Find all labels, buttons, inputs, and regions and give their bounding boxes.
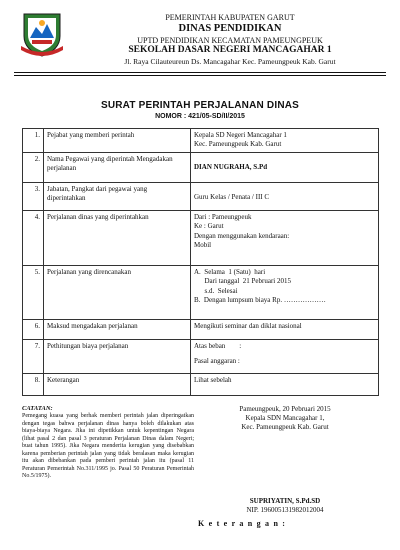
row-value	[191, 266, 379, 320]
header-government-line: PEMERINTAH KABUPATEN GARUT	[165, 13, 295, 22]
value-line: s.d. Selesai	[194, 286, 238, 295]
row-value	[191, 153, 379, 183]
value-line: Dengan menggunakan kendaraan:	[194, 231, 290, 240]
value-line: Dari tanggal 21 Pebruari 2015	[194, 277, 292, 286]
value-line: Kec. Pameungpeuk Kab. Garut	[194, 140, 282, 149]
row-label: Pethitungan biaya perjalanan	[44, 340, 191, 374]
value-line: Ke : Garut	[194, 222, 224, 231]
employee-name: DIAN NUGRAHA, S.Pd	[194, 163, 268, 171]
document-number: NOMOR : 421/05-SD/II/2015	[155, 113, 245, 120]
value-line: A. Selama 1 (Satu) hari	[194, 268, 266, 276]
document-title: SURAT PERINTAH PERJALANAN DINAS	[100, 100, 300, 111]
row-number: 6.	[23, 320, 44, 340]
row-number: 7.	[23, 340, 44, 374]
table-row	[23, 266, 379, 320]
table-row	[23, 153, 379, 183]
value-line: B. Dengan lumpsum biaya Rp. ………………	[194, 296, 326, 305]
row-number: 5.	[23, 266, 44, 320]
value-line: Pasal anggaran :	[194, 357, 240, 366]
signature-name: SUPRIYATIN, S.Pd.SD	[249, 497, 321, 505]
garut-regency-emblem-icon	[20, 10, 64, 58]
table-row	[23, 320, 379, 340]
row-value	[191, 374, 379, 396]
value-line: Lihat sebelah	[194, 376, 232, 384]
table-row	[23, 340, 379, 374]
row-number: 8.	[23, 374, 44, 396]
row-value	[191, 320, 379, 340]
signature-nip: NIP. 196005131982012004	[246, 506, 324, 514]
header-divider-thick	[14, 72, 386, 73]
signature-position: Kepala SDN Mancagahar 1,	[245, 414, 325, 422]
row-value	[191, 340, 379, 374]
table-row	[23, 183, 379, 211]
value-line: Guru Kelas / Penata / III C	[194, 193, 270, 201]
note-text: Pemegang kuasa yang berhak memberi perintah jalan diperingatkan dengan tegas bahwa perjalanan dinas hanya boleh dilakukan atas biaya-biaya Negara. Jika ini dipetikkan untuk kepentingan Negara (lihat pasal 2 dan pasal 3 peraturan Perjalanan Dinas dalam Negeri; buat tahun 1995). Jika Negara menderita kerugian yang disebabkan karena pemberian perintah jalan yang tidak beralasan maka kerugian itu akan dibebankan pada pemberi perintah jalan itu (pasal 11 Peraturan Pemerintah No.311/1995 jo. Pasal 50 Peraturan Pemerintah No.5/1975).	[22, 413, 194, 479]
header-department-line: DINAS PENDIDIKAN	[178, 23, 282, 34]
value-line: Kepala SD Negeri Mancagahar 1	[194, 131, 287, 139]
table-row	[23, 129, 379, 153]
row-label: Nama Pegawai yang diperintah Mengadakan perjalanan	[44, 153, 191, 183]
header-divider-thin	[14, 75, 386, 76]
value-line: Mengikuti seminar dan diklat nasional	[194, 322, 302, 330]
travel-order-table	[22, 128, 379, 396]
row-number: 2.	[23, 153, 44, 183]
row-label: Maksud mengadakan perjalanan	[44, 320, 191, 340]
header-school-name: SEKOLAH DASAR NEGERI MANCAGAHAR 1	[128, 45, 332, 55]
row-value	[191, 211, 379, 266]
header-uptd-line: UPTD PENDIDIKAN KECAMATAN PAMEUNGPEUK	[137, 36, 323, 45]
row-label: Keterangan	[44, 374, 191, 396]
row-label: Jabatan, Pangkat dari pegawai yang diperintahkan	[44, 183, 191, 211]
table-row	[23, 374, 379, 396]
row-label: Perjalanan dinas yang diperintahkan	[44, 211, 191, 266]
signature-place-date: Pameungpeuk, 20 Pebruari 2015	[239, 405, 331, 413]
value-line: Atas beban :	[194, 342, 242, 350]
table-row	[23, 211, 379, 266]
value-line: Mobil	[194, 241, 212, 250]
row-value	[191, 129, 379, 153]
row-label: Perjalanan yang direncanakan	[44, 266, 191, 320]
footer-keterangan: K e t e r a n g a n :	[198, 519, 287, 528]
row-number: 1.	[23, 129, 44, 153]
signature-office: Kec. Pameungpeuk Kab. Garut	[241, 423, 329, 431]
note-heading: CATATAN:	[22, 405, 53, 412]
row-number: 3.	[23, 183, 44, 211]
row-label: Pejabat yang memberi perintah	[44, 129, 191, 153]
value-line: Dari : Pameungpeuk	[194, 213, 252, 221]
row-number: 4.	[23, 211, 44, 266]
row-value	[191, 183, 379, 211]
header-address: Jl. Raya Cilauteureun Ds. Mancagahar Kec. Pameungpeuk Kab. Garut	[124, 57, 336, 66]
